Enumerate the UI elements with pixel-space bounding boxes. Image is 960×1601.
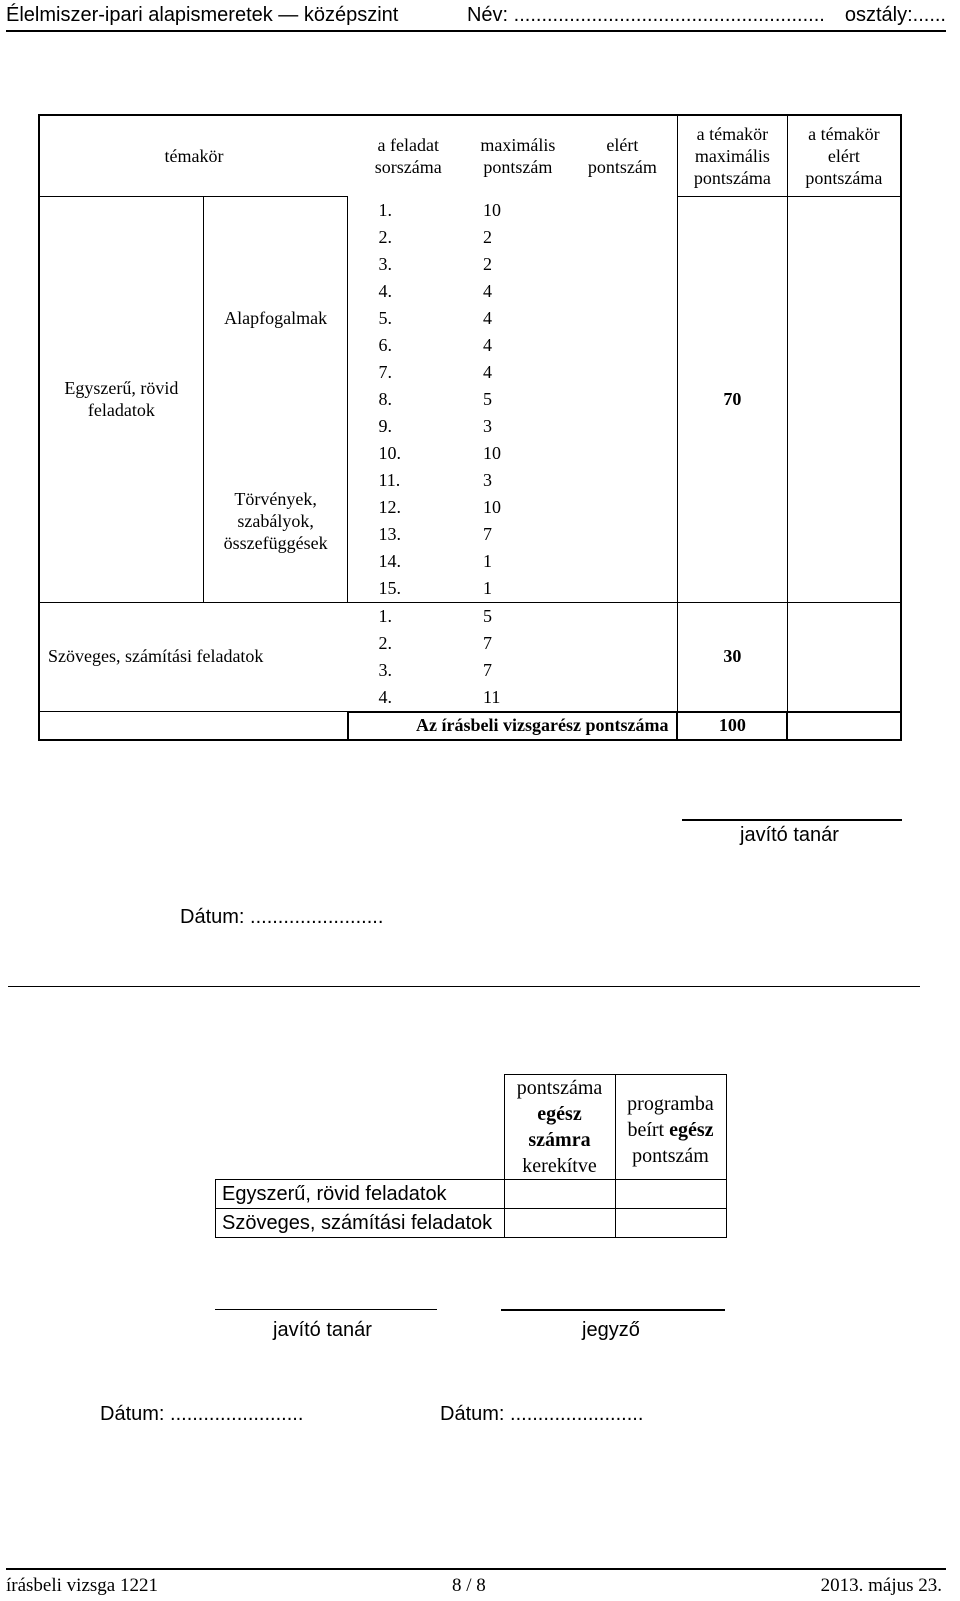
task-max: 10 (483, 199, 502, 220)
teacher-signature-line-2[interactable] (215, 1309, 437, 1310)
task-max: 1 (483, 577, 493, 598)
score-table (38, 114, 902, 741)
task-max: 7 (483, 523, 493, 544)
header-entered: programba beírt egész pontszám (615, 1075, 726, 1180)
task-max: 7 (483, 659, 493, 680)
task-max: 11 (483, 686, 501, 707)
teacher-signature-line[interactable] (682, 819, 902, 821)
task-achieved-cell[interactable] (568, 521, 678, 548)
task-max: 1 (483, 550, 493, 571)
page-number: 8 / 8 (452, 1575, 486, 1596)
table-row (39, 197, 901, 224)
page-header (6, 0, 946, 32)
task-achieved-cell[interactable] (568, 305, 678, 332)
total-label: Az írásbeli vizsgarész pontszáma (348, 712, 678, 741)
class-field: osztály:...... (844, 3, 946, 26)
page-footer (6, 1568, 946, 1598)
date-field-right[interactable]: Dátum: ........................ (440, 1403, 644, 1425)
task-number: 3. (378, 659, 392, 680)
task-achieved-cell[interactable] (568, 494, 678, 521)
table-row (39, 602, 901, 630)
footer-exam: írásbeli vizsga 1221 (6, 1575, 158, 1596)
entered-cell-simple[interactable] (615, 1180, 726, 1209)
section-text-max: 30 (677, 602, 787, 712)
task-max: 4 (483, 280, 493, 301)
task-achieved-cell[interactable] (568, 657, 678, 684)
total-achieved-cell[interactable] (787, 712, 901, 741)
task-achieved-cell[interactable] (568, 359, 678, 386)
task-number: 10. (378, 442, 401, 463)
task-number: 6. (378, 334, 392, 355)
teacher-label-2: javító tanár (273, 1319, 372, 1341)
task-max: 2 (483, 253, 493, 274)
task-number: 2. (378, 226, 392, 247)
task-number: 14. (378, 550, 401, 571)
task-achieved-cell[interactable] (568, 602, 678, 630)
task-number: 1. (348, 602, 468, 630)
date-field-left[interactable]: Dátum: ........................ (100, 1403, 304, 1425)
header-topic-achieved: a témakör elért pontszáma (787, 115, 901, 197)
task-max: 4 (483, 361, 493, 382)
footer-date: 2013. május 23. (820, 1575, 942, 1596)
task-achieved-cell[interactable] (568, 413, 678, 440)
task-number: 15. (378, 577, 401, 598)
task-number: 1. (378, 199, 392, 220)
rounded-cell-text[interactable] (504, 1209, 615, 1238)
task-achieved-cell[interactable] (568, 440, 678, 467)
header-max-points: maximális pontszám (468, 115, 568, 197)
task-max: 3 (483, 469, 493, 490)
task-number: 4. (378, 686, 392, 707)
task-number: 12. (378, 496, 401, 517)
name-field: Név: ........................................................ (466, 3, 825, 26)
task-max: 10 (483, 496, 502, 517)
task-achieved-cell[interactable] (568, 386, 678, 413)
task-achieved-cell[interactable] (568, 278, 678, 305)
task-max: 5 (468, 602, 568, 630)
row-simple-tasks: Egyszerű, rövid feladatok (216, 1180, 505, 1209)
task-number: 8. (378, 388, 392, 409)
task-max: 3 (483, 415, 493, 436)
task-achieved-cell[interactable] (568, 251, 678, 278)
date-field[interactable]: Dátum: ........................ (180, 906, 384, 928)
subsection-laws: Törvények, szabályok, összefüggések (203, 440, 348, 603)
task-achieved-cell[interactable] (568, 684, 678, 712)
task-max: 2 (483, 226, 493, 247)
task-achieved-cell[interactable] (568, 548, 678, 575)
task-number: 7. (378, 361, 392, 382)
task-number: 2. (378, 632, 392, 653)
header-topic: témakör (39, 115, 348, 197)
section-simple-achieved[interactable] (787, 197, 901, 603)
notary-signature-line[interactable] (501, 1309, 725, 1311)
notary-label: jegyző (582, 1319, 640, 1341)
rounded-cell-simple[interactable] (504, 1180, 615, 1209)
section-simple-label: Egyszerű, rövid feladatok (39, 197, 203, 603)
header-rounded: pontszáma egész számra kerekítve (504, 1075, 615, 1180)
section-simple-max: 70 (677, 197, 787, 603)
entered-cell-text[interactable] (615, 1209, 726, 1238)
student-info (467, 4, 946, 27)
task-number: 3. (378, 253, 392, 274)
task-number: 5. (378, 307, 392, 328)
exam-title: Élelmiszer-ipari alapismeretek — középszint (6, 3, 399, 26)
row-text-tasks: Szöveges, számítási feladatok (216, 1209, 505, 1238)
rounded-score-table (215, 1074, 727, 1238)
header-task-no: a feladat sorszáma (348, 115, 468, 197)
task-number: 9. (378, 415, 392, 436)
header-achieved: elért pontszám (568, 115, 678, 197)
section-text-achieved[interactable] (787, 602, 901, 712)
teacher-label: javító tanár (740, 824, 839, 846)
task-achieved-cell[interactable] (568, 575, 678, 603)
section-divider (8, 986, 920, 987)
task-number: 4. (378, 280, 392, 301)
task-achieved-cell[interactable] (568, 630, 678, 657)
task-max: 7 (483, 632, 493, 653)
total-value: 100 (677, 712, 787, 741)
task-number: 13. (378, 523, 401, 544)
header-topic-max: a témakör maximális pontszáma (677, 115, 787, 197)
task-max: 4 (483, 334, 493, 355)
task-achieved-cell[interactable] (568, 467, 678, 494)
subsection-basics: Alapfogalmak (203, 197, 348, 440)
section-text-label: Szöveges, számítási feladatok (39, 602, 348, 712)
task-number: 11. (378, 469, 401, 490)
task-max: 10 (483, 442, 502, 463)
task-max: 5 (483, 388, 493, 409)
task-achieved-cell[interactable] (568, 224, 678, 251)
task-achieved-cell[interactable] (568, 197, 678, 224)
task-max: 4 (483, 307, 493, 328)
task-achieved-cell[interactable] (568, 332, 678, 359)
